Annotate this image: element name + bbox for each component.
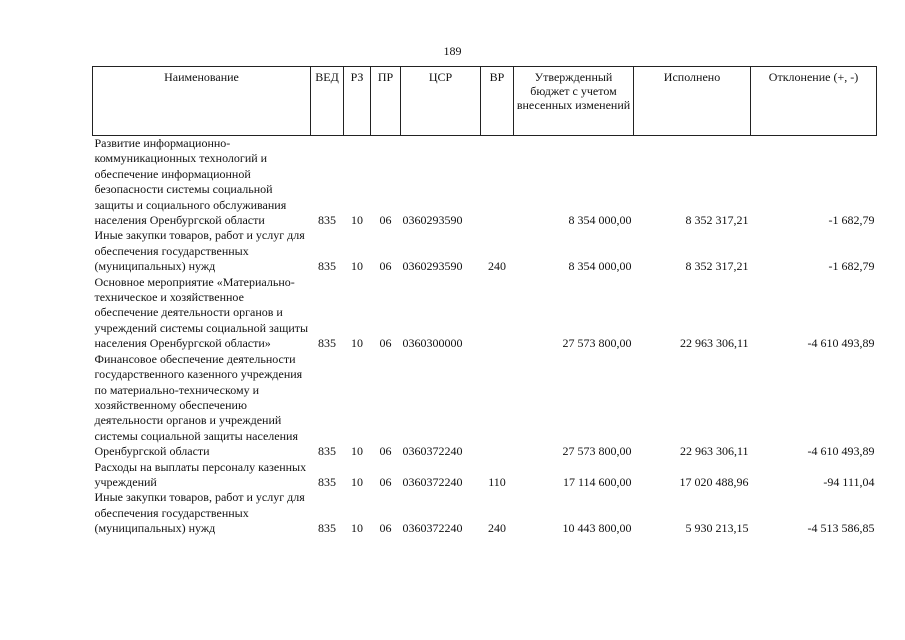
row-rz: 10 [351,259,363,274]
row-pr: 06 [379,259,392,274]
row-deviation: -1 682,79 [828,213,875,228]
row-ved: 835 [318,521,336,536]
row-executed: 5 930 213,15 [685,521,749,536]
row-vr: 110 [488,474,506,489]
row-csr: 0360372240 [402,521,463,536]
row-pr: 06 [379,521,392,536]
budget-table [92,66,877,537]
row-vr: 240 [488,259,506,274]
row-ved: 835 [318,259,336,274]
row-executed: 22 963 306,11 [679,444,749,459]
row-pr: 06 [379,474,392,489]
row-pr: 06 [379,444,392,459]
row-rz: 10 [351,336,363,351]
row-name: Развитие информационно-коммуникационных технологий и обеспечение информационной безопасности системы социальной защиты и социального обслуживания населения Оренбургской области [94,136,287,228]
row-executed: 17 020 488,96 [679,474,749,489]
row-executed: 22 963 306,11 [679,336,749,351]
row-rz: 10 [351,521,363,536]
page-number: 189 [443,44,462,58]
header-approved: Утвержденный бюджет с учетом внесенных изменений [514,67,634,136]
row-approved: 8 354 000,00 [568,259,632,274]
row-vr [481,136,514,229]
row-deviation: -4 513 586,85 [807,521,875,536]
row-approved: 10 443 800,00 [562,521,632,536]
table-row [93,275,877,352]
row-name: Иные закупки товаров, работ и услуг для обеспечения государственных (муниципальных) нужд [94,490,305,536]
header-pr: ПР [371,67,401,136]
row-approved: 27 573 800,00 [562,444,632,459]
row-rz: 10 [351,444,363,459]
row-ved: 835 [318,336,336,351]
row-approved: 17 114 600,00 [562,474,632,489]
row-name: Основное мероприятие «Материально-техническое и хозяйственное обеспечение деятельности органов и учреждений системы социальной защиты населения Оренбургской области» [94,274,309,351]
header-deviation: Отклонение (+, -) [751,67,877,136]
row-deviation: -1 682,79 [828,259,875,274]
row-csr: 0360293590 [402,213,463,228]
row-name: Иные закупки товаров, работ и услуг для обеспечения государственных (муниципальных) нужд [94,228,305,274]
row-vr [481,275,514,352]
row-rz: 10 [351,213,363,228]
row-ved: 835 [318,444,336,459]
header-vr: ВР [481,67,514,136]
row-ved: 835 [318,213,336,228]
table-row [93,460,877,491]
table-row [93,228,877,274]
row-rz: 10 [351,474,363,489]
row-pr: 06 [379,336,392,351]
row-vr: 240 [488,521,506,536]
row-name: Расходы на выплаты персоналу казенных учреждений [94,459,307,489]
header-name: Наименование [93,67,311,136]
row-csr: 0360372240 [402,474,463,489]
row-csr: 0360372240 [402,444,463,459]
row-executed: 8 352 317,21 [685,259,749,274]
row-deviation: -94 111,04 [823,474,875,489]
header-executed: Исполнено [634,67,751,136]
row-ved: 835 [318,474,336,489]
row-csr: 0360293590 [402,259,463,274]
row-approved: 8 354 000,00 [568,213,632,228]
row-csr: 0360300000 [402,336,463,351]
header-rz: РЗ [344,67,371,136]
row-pr: 06 [379,213,392,228]
row-approved: 27 573 800,00 [562,336,632,351]
header-csr: ЦСР [401,67,481,136]
table-row [93,352,877,460]
table-row [93,136,877,229]
table-header-row [93,67,877,136]
table-row [93,490,877,536]
row-name: Финансовое обеспечение деятельности государственного казенного учреждения по материально-техническому и хозяйственному обеспечению деятельности органов и учреждений системы социальной защиты населения Оренбургской области [94,351,303,459]
header-ved: ВЕД [311,67,344,136]
row-deviation: -4 610 493,89 [807,444,875,459]
row-deviation: -4 610 493,89 [807,336,875,351]
row-vr [481,352,514,460]
row-executed: 8 352 317,21 [685,213,749,228]
